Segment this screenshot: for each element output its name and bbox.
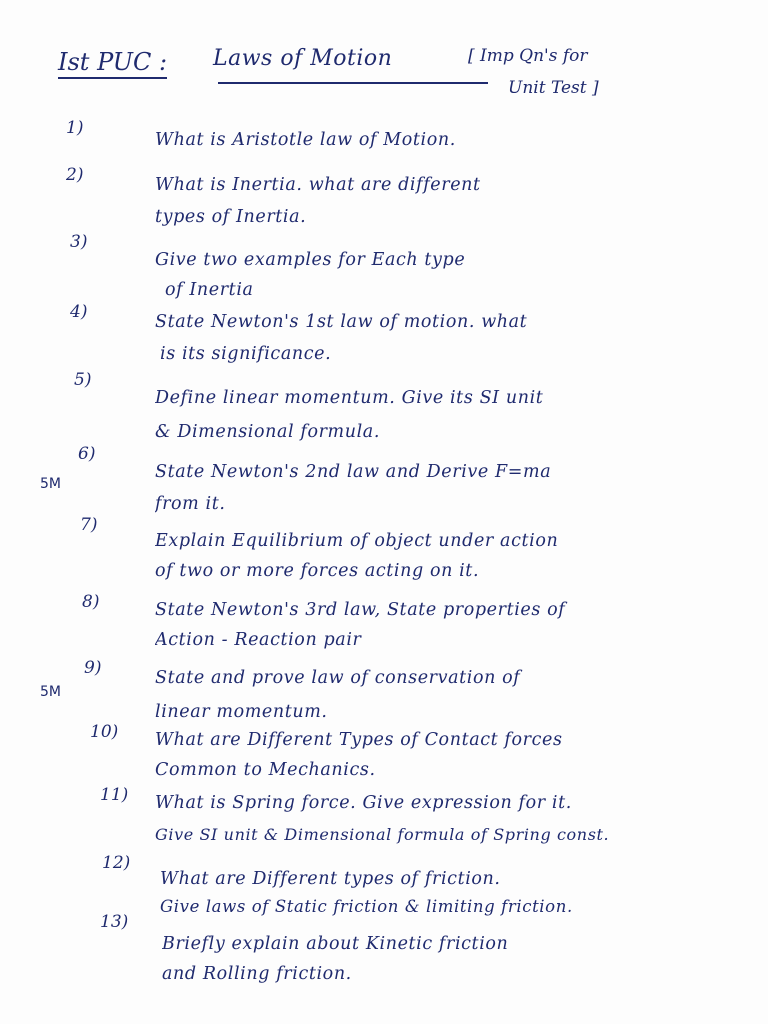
marks-badge: 5M xyxy=(40,476,61,492)
question-text-line: State Newton's 3rd law, State properties of xyxy=(155,600,566,620)
question-number: 6) xyxy=(78,444,96,464)
title-underline xyxy=(218,82,488,84)
header-note-line1: [ Imp Qn's for xyxy=(468,46,588,66)
question-text-line: of Inertia xyxy=(165,280,254,300)
question-text-line: State Newton's 1st law of motion. what xyxy=(155,312,528,332)
question-number: 10) xyxy=(90,722,119,742)
header-note-line2: Unit Test ] xyxy=(508,78,599,98)
question-number: 3) xyxy=(70,232,88,252)
question-number: 5) xyxy=(74,370,92,390)
question-text-line: What is Spring force. Give expression for it. xyxy=(155,793,572,813)
question-number: 4) xyxy=(70,302,88,322)
question-text-line: What are Different Types of Contact forces xyxy=(155,730,563,750)
question-number: 11) xyxy=(100,785,129,805)
question-text-line: Explain Equilibrium of object under action xyxy=(155,531,559,551)
question-number: 12) xyxy=(102,853,131,873)
question-number: 7) xyxy=(80,515,98,535)
question-text-line: Give SI unit & Dimensional formula of Spring const. xyxy=(155,825,610,844)
question-text-line: from it. xyxy=(155,494,226,514)
question-text-line: & Dimensional formula. xyxy=(155,422,381,442)
question-text-line: of two or more forces acting on it. xyxy=(155,561,480,581)
question-number: 8) xyxy=(82,592,100,612)
question-number: 9) xyxy=(84,658,102,678)
marks-badge: 5M xyxy=(40,684,61,700)
question-number: 1) xyxy=(66,118,84,138)
class-label: Ist PUC : xyxy=(58,48,167,79)
question-text-line: types of Inertia. xyxy=(155,207,307,227)
question-text-line: What is Inertia. what are different xyxy=(155,175,481,195)
question-text-line: State Newton's 2nd law and Derive F=ma xyxy=(155,462,552,482)
question-text-line: What is Aristotle law of Motion. xyxy=(155,130,456,150)
question-text-line: Briefly explain about Kinetic friction xyxy=(162,934,509,954)
question-number: 13) xyxy=(100,912,129,932)
question-text-line: Give laws of Static friction & limiting friction. xyxy=(160,897,573,916)
question-text-line: Define linear momentum. Give its SI unit xyxy=(155,388,544,408)
question-text-line: Give two examples for Each type xyxy=(155,250,466,270)
question-text-line: State and prove law of conservation of xyxy=(155,668,521,688)
question-text-line: What are Different types of friction. xyxy=(160,869,501,889)
question-text-line: Action - Reaction pair xyxy=(155,630,362,650)
question-text-line: is its significance. xyxy=(160,344,332,364)
question-text-line: and Rolling friction. xyxy=(162,964,352,984)
page-header xyxy=(58,38,748,108)
page-title: Laws of Motion xyxy=(213,46,393,71)
question-text-line: linear momentum. xyxy=(155,702,328,722)
question-number: 2) xyxy=(66,165,84,185)
question-text-line: Common to Mechanics. xyxy=(155,760,376,780)
